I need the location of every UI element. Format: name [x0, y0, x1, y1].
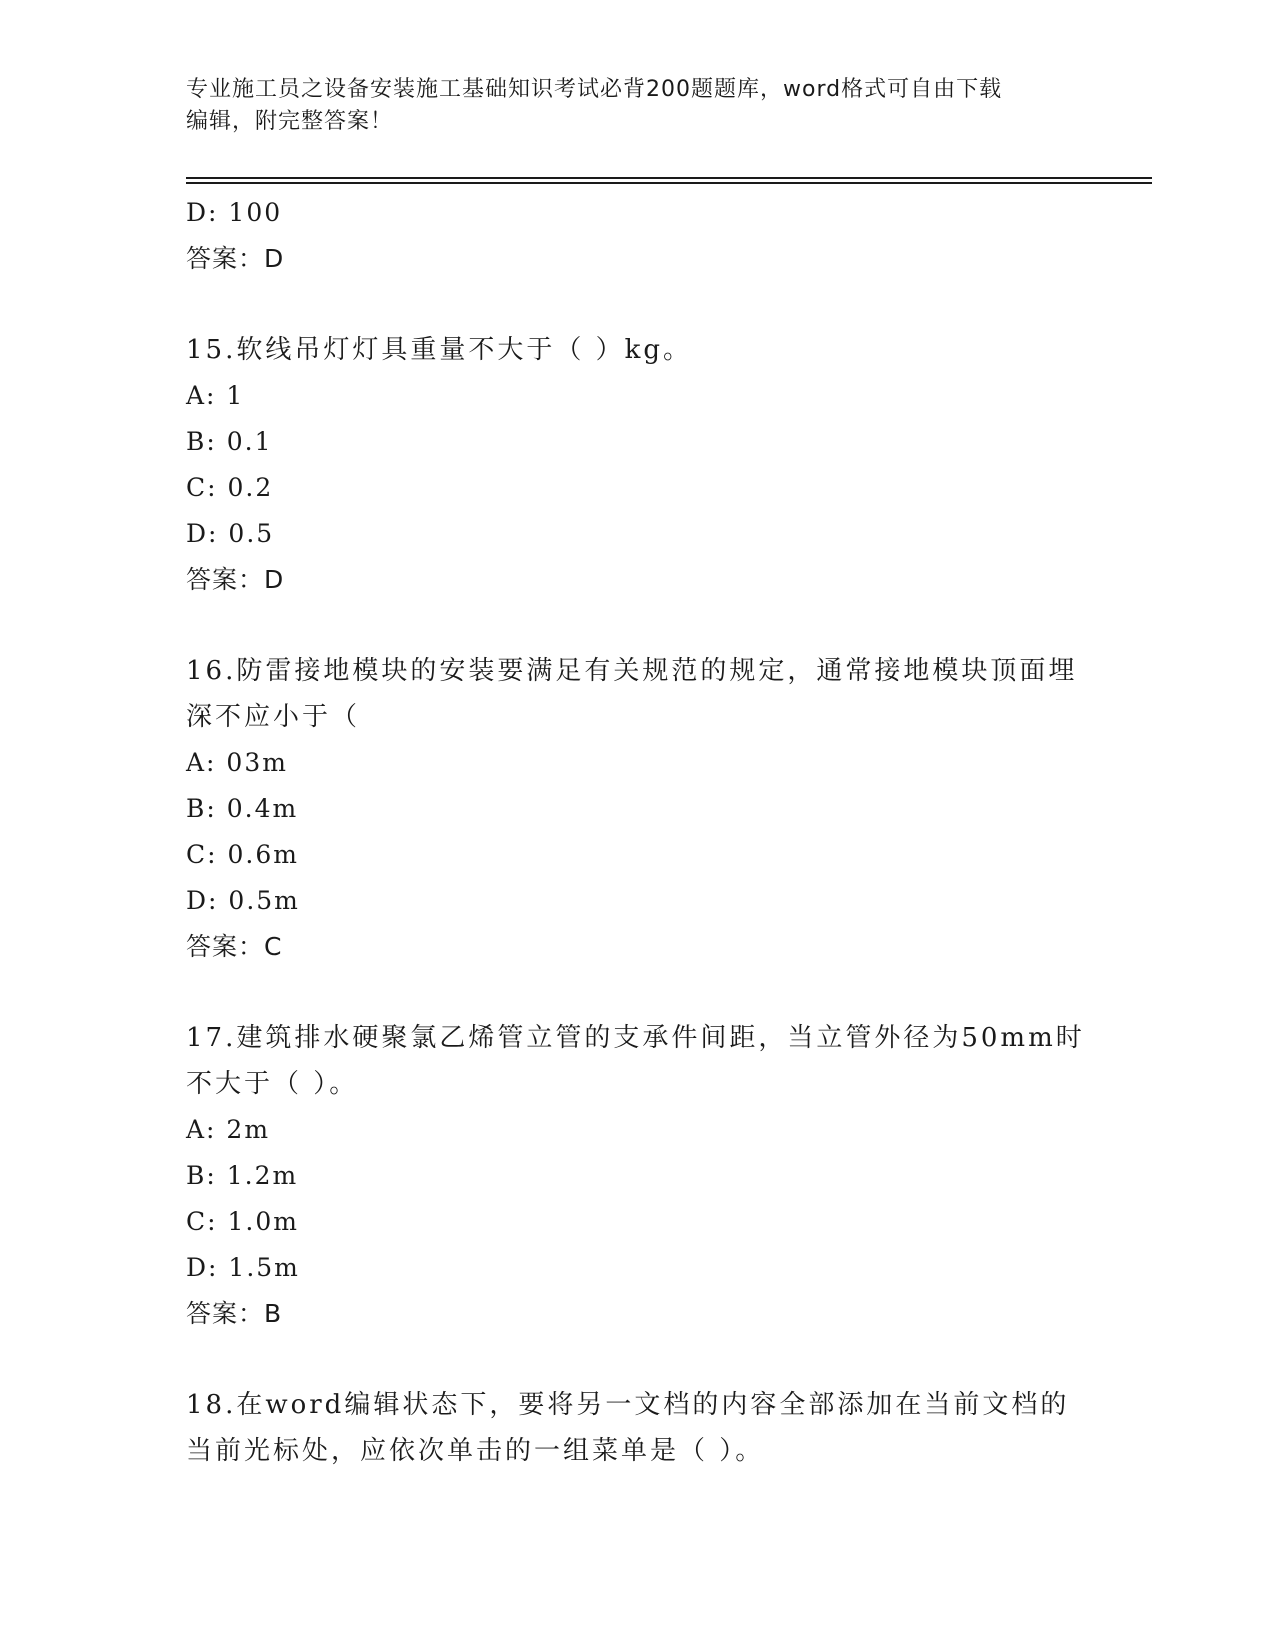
question-14-tail	[186, 190, 1086, 282]
question-16	[186, 648, 1086, 970]
answer: 答案：D	[186, 565, 285, 594]
question-text-line2: 不大于（ ）。	[186, 1069, 359, 1099]
header-title-line2: 编辑，附完整答案！	[186, 109, 394, 134]
document-header	[186, 74, 1066, 138]
question-text-line1: 17.建筑排水硬聚氯乙烯管立管的支承件间距，当立管外径为50mm时	[186, 1023, 1085, 1053]
option-c: C: 0.6m	[186, 840, 299, 869]
option-d: D: 1.5m	[186, 1253, 300, 1282]
answer: 答案：B	[186, 1299, 283, 1328]
option-a: A: 1	[186, 381, 245, 410]
question-18	[186, 1382, 1086, 1474]
option-b: B: 0.1	[186, 427, 273, 456]
answer: 答案：D	[186, 244, 285, 273]
option-d: D: 100	[186, 198, 283, 227]
question-text-line1: 18.在word编辑状态下，要将另一文档的内容全部添加在当前文档的	[186, 1390, 1070, 1420]
header-divider-bottom	[186, 182, 1152, 184]
option-a: A: 2m	[186, 1115, 271, 1144]
option-b: B: 0.4m	[186, 794, 299, 823]
answer: 答案：C	[186, 932, 283, 961]
header-title-line1: 专业施工员之设备安装施工基础知识考试必背200题题库，word格式可自由下载	[186, 77, 1003, 102]
option-a: A: 03m	[186, 748, 288, 777]
option-d: D: 0.5	[186, 519, 275, 548]
question-17	[186, 1015, 1086, 1337]
option-c: C: 1.0m	[186, 1207, 299, 1236]
question-text: 15.软线吊灯灯具重量不大于（ ）kg。	[186, 335, 693, 365]
question-text-line2: 当前光标处，应依次单击的一组菜单是（ ）。	[186, 1436, 765, 1466]
question-text-line1: 16.防雷接地模块的安装要满足有关规范的规定，通常接地模块顶面埋	[186, 656, 1078, 686]
option-d: D: 0.5m	[186, 886, 300, 915]
question-15	[186, 327, 1086, 603]
question-text-line2: 深不应小于（	[186, 702, 361, 732]
option-c: C: 0.2	[186, 473, 274, 502]
document-body	[186, 190, 1086, 1474]
header-divider-top	[186, 177, 1152, 179]
option-b: B: 1.2m	[186, 1161, 299, 1190]
